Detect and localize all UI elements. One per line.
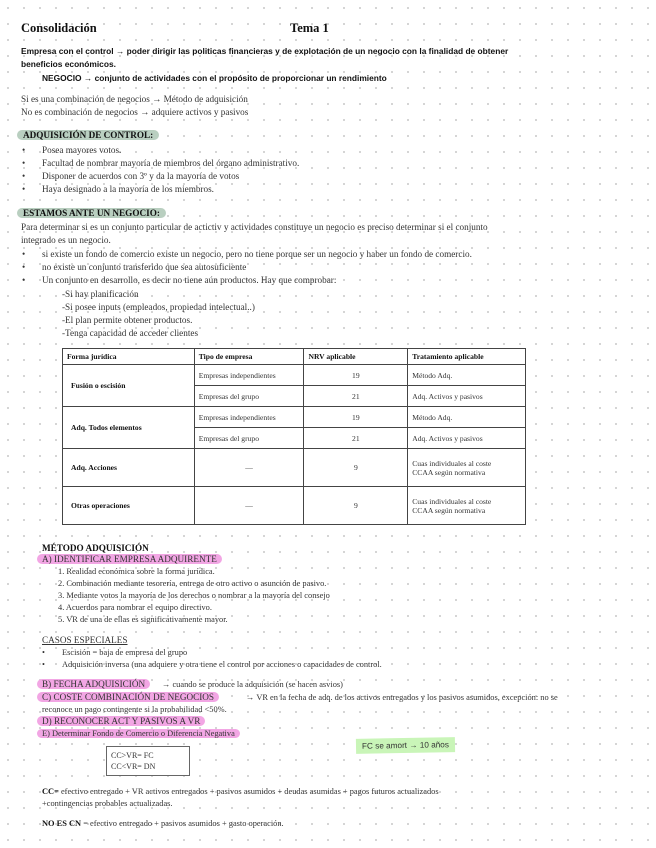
group-cell: Otras operaciones (63, 487, 195, 525)
table-row (63, 487, 526, 525)
table-cell: Método Adq. (408, 365, 526, 386)
table-row (63, 449, 526, 487)
cc-definition (42, 787, 439, 796)
cell-line: CCAA según normativa (412, 505, 486, 515)
column-header: Tipo de empresa (194, 349, 304, 365)
metodo-step: 5. VR de una de ellas es significativamente mayor. (58, 615, 228, 624)
control-definition-cont: beneficios económicos. (21, 59, 116, 69)
control-item: • Facultad de nombrar mayoría de miembros del órgano administrativo. (42, 158, 299, 168)
noescn-label: NO ES CN (42, 819, 82, 828)
page-title: Consolidación (21, 21, 97, 35)
table-cell: 21 (304, 386, 408, 407)
table-cell: 9 (304, 449, 408, 487)
step-c-text: → VR en la fecha de adq. de los activos entregados y los pasivos asumidos, excepción: no se (246, 693, 558, 702)
step-c-heading: C) COSTE COMBINACIÓN DE NEGOCIOS (37, 692, 219, 702)
cc-definition-cont: +contingencias probables actualizadas. (42, 799, 173, 808)
negocio-paragraph: Para determinar si es un conjunto particular de actictiv y actividades constituye un negocio es preciso determinar si el conjunto (21, 222, 488, 232)
table-row (63, 365, 526, 386)
control-heading: ADQUISICIÓN DE CONTROL: (17, 130, 159, 140)
group-cell: Adq. Acciones (63, 449, 195, 487)
table-cell: Método Adq. (408, 407, 526, 428)
table-cell: — (194, 449, 304, 487)
negocio-subitem: -El plan permite obtener productos. (62, 315, 193, 325)
group-cell: Adq. Todos elementos (63, 407, 195, 449)
casos-item: • Adquisición inversa (una adquiere y otra tiene el control por acciones o capacidades de control. (62, 660, 382, 669)
table-row (63, 407, 526, 428)
column-header: NRV aplicable (304, 349, 408, 365)
step-c-text-cont: reconoce un pago contingente si la probabilidad <50%. (42, 705, 227, 714)
table-cell: — (194, 487, 304, 525)
intro-line-1: Si es una combinación de negocios → Método de adquisición (21, 94, 248, 104)
table-cell: 21 (304, 428, 408, 449)
casos-item: • Escisión = baja de empresa del grupo (62, 648, 187, 657)
cell-line: CCAA según normativa (412, 467, 486, 477)
negocio-item: • no existe un conjunto transferido que sea autosuficiente (42, 262, 246, 272)
table-header-row (63, 349, 526, 365)
metodo-heading: MÉTODO ADQUISICIÓN (42, 543, 149, 553)
metodo-step: 4. Acuerdos para nombrar el equipo directivo. (58, 603, 212, 612)
table-cell (408, 449, 526, 487)
treatment-table (62, 348, 526, 525)
group-cell: Fusión o escisión (63, 365, 195, 407)
step-a-heading: A) IDENTIFICAR EMPRESA ADQUIRENTE (37, 554, 222, 564)
intro-line-2: No es combinación de negocios → adquiere activos y pasivos (21, 107, 249, 117)
metodo-step: 2. Combinación mediante tesorería, entrega de otro activo o asunción de pasivo. (58, 579, 327, 588)
table-cell: Empresas del grupo (194, 386, 304, 407)
noescn-definition (42, 819, 284, 828)
table-cell: Empresas independientes (194, 407, 304, 428)
table-cell: Empresas del grupo (194, 428, 304, 449)
control-item: • Haya designado a la mayoría de los miembros. (42, 184, 214, 194)
fc-rule: CC>VR= FC (111, 751, 154, 760)
table-cell: 9 (304, 487, 408, 525)
table-cell: Adq. Activos y pasivos (408, 428, 526, 449)
negocio-subitem: -Si hay planificación (62, 289, 139, 299)
sticky-note: FC se amort → 10 años (356, 737, 455, 754)
noescn-text: = efectivo entregado + pasivos asumidos + gasto operación. (83, 819, 284, 828)
step-e-heading: E) Determinar Fondo de Comercio o Diferencia Negativa (37, 729, 240, 738)
cell-line: Cuas individuales al coste (412, 496, 492, 506)
metodo-step: 1. Realidad económica sobre la forma jurídica. (58, 567, 215, 576)
column-header: Forma jurídica (63, 349, 195, 365)
table-cell (408, 487, 526, 525)
control-item: • Posea mayores votos. (42, 145, 121, 155)
table-cell: Empresas independientes (194, 365, 304, 386)
cc-text: efectivo entregado + VR activos entregados + pasivos asumidos + deudas asumidas + pagos futuros actualizados (60, 787, 439, 796)
step-b-text: → cuando se produce la adquisición (se hacen asvios) (162, 680, 343, 689)
topic-label: Tema 1 (290, 21, 329, 35)
control-definition: Empresa con el control → poder dirigir las politicas financieras y de explotación de un negocio con la finalidad de obtener (21, 46, 509, 56)
table-cell: 19 (304, 407, 408, 428)
negocio-item: • Un conjunto en desarrollo, es decir no tiene aún productos. Hay que comprobar: (42, 275, 336, 285)
negocio-paragraph-cont: integrado es un negocio. (21, 235, 111, 245)
column-header: Tratamiento aplicable (408, 349, 526, 365)
negocio-subitem: -Si posee inputs (empleados, propiedad intelectual..) (62, 302, 255, 312)
negocio-item: • si existe un fondo de comercio existe un negocio, pero no tiene porque ser un negocio y haber un fondo de comercio. (42, 249, 472, 259)
casos-heading: CASOS ESPECIALES (42, 635, 128, 645)
cc-label: CC= (42, 787, 59, 796)
control-item: • Disponer de acuerdos con 3º y da la mayoría de votos (42, 171, 239, 181)
fc-dn-box (106, 746, 190, 776)
negocio-heading: ESTAMOS ANTE UN NEGOCIO: (17, 208, 166, 218)
cell-line: Cuas individuales al coste (412, 458, 492, 468)
negocio-definition: NEGOCIO → conjunto de actividades con el propósito de proporcionar un rendimiento (42, 73, 387, 83)
table-cell: Adq. Activos y pasivos (408, 386, 526, 407)
negocio-subitem: -Tenga capacidad de acceder clientes (62, 328, 199, 338)
dn-rule: CC<VR= DN (111, 762, 156, 771)
table-cell: 19 (304, 365, 408, 386)
metodo-step: 3. Mediante votos la mayoría de los derechos o nombrar a la mayoría del consejo (58, 591, 330, 600)
step-b-heading: B) FECHA ADQUISICIÓN (37, 679, 150, 689)
step-d-heading: D) RECONOCER ACT Y PASIVOS A VR (37, 716, 205, 726)
